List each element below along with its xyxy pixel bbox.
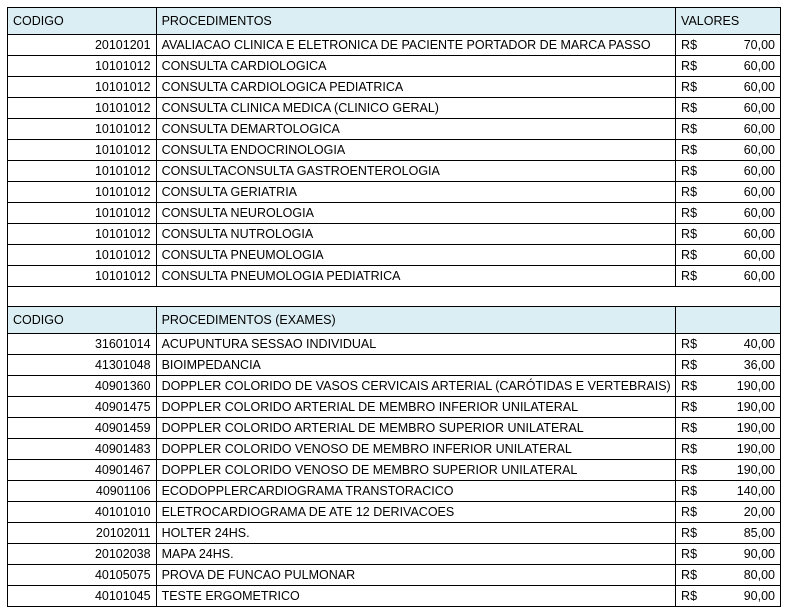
row-valor: 60,00 <box>743 164 775 178</box>
row-valor-cell <box>676 502 781 523</box>
row-procedimento: CONSULTA CARDIOLOGICA <box>156 56 675 77</box>
row-moeda: R$ <box>681 442 698 456</box>
table-row <box>8 355 781 376</box>
row-valor: 60,00 <box>743 227 775 241</box>
row-valor: 60,00 <box>743 143 775 157</box>
row-valor-cell <box>676 224 781 245</box>
row-valor-cell <box>676 98 781 119</box>
row-procedimento: BIOIMPEDANCIA <box>156 355 675 376</box>
row-valor-cell <box>676 355 781 376</box>
row-procedimento: CONSULTA GERIATRIA <box>156 182 675 203</box>
row-moeda: R$ <box>681 164 698 178</box>
table-row <box>8 502 781 523</box>
row-codigo: 40901467 <box>8 460 157 481</box>
row-codigo: 10101012 <box>8 266 157 287</box>
row-valor: 190,00 <box>736 442 775 456</box>
row-valor: 80,00 <box>743 568 775 582</box>
table-row <box>8 98 781 119</box>
row-procedimento: CONSULTACONSULTA GASTROENTEROLOGIA <box>156 161 675 182</box>
row-valor-cell <box>676 376 781 397</box>
row-valor-cell <box>676 586 781 607</box>
table-row <box>8 35 781 56</box>
row-valor-cell <box>676 418 781 439</box>
row-valor-cell <box>676 266 781 287</box>
row-procedimento: ACUPUNTURA SESSAO INDIVIDUAL <box>156 334 675 355</box>
row-codigo: 10101012 <box>8 140 157 161</box>
row-moeda: R$ <box>681 206 698 220</box>
row-procedimento: AVALIACAO CLINICA E ELETRONICA DE PACIENTE PORTADOR DE MARCA PASSO <box>156 35 675 56</box>
row-moeda: R$ <box>681 568 698 582</box>
header-valores: VALORES <box>676 8 781 35</box>
row-codigo: 10101012 <box>8 245 157 266</box>
table-row <box>8 224 781 245</box>
row-valor: 60,00 <box>743 185 775 199</box>
row-codigo: 10101012 <box>8 224 157 245</box>
row-codigo: 40901483 <box>8 439 157 460</box>
row-codigo: 20101201 <box>8 35 157 56</box>
row-moeda: R$ <box>681 185 698 199</box>
row-codigo: 10101012 <box>8 77 157 98</box>
row-valor: 40,00 <box>743 337 775 351</box>
row-valor-cell <box>676 544 781 565</box>
row-valor: 90,00 <box>743 547 775 561</box>
row-moeda: R$ <box>681 505 698 519</box>
table-row <box>8 586 781 607</box>
row-codigo: 20102038 <box>8 544 157 565</box>
table-row <box>8 397 781 418</box>
row-valor: 60,00 <box>743 80 775 94</box>
row-valor-cell <box>676 35 781 56</box>
row-moeda: R$ <box>681 421 698 435</box>
row-procedimento: CONSULTA NUTROLOGIA <box>156 224 675 245</box>
row-valor: 60,00 <box>743 206 775 220</box>
row-valor-cell <box>676 439 781 460</box>
table-row <box>8 161 781 182</box>
table-row <box>8 119 781 140</box>
table-row <box>8 245 781 266</box>
row-procedimento: HOLTER 24HS. <box>156 523 675 544</box>
exames-header-row <box>8 307 781 334</box>
row-procedimento: CONSULTA ENDOCRINOLOGIA <box>156 140 675 161</box>
row-valor-cell <box>676 182 781 203</box>
table-row <box>8 418 781 439</box>
row-moeda: R$ <box>681 80 698 94</box>
row-valor: 36,00 <box>743 358 775 372</box>
row-codigo: 40101010 <box>8 502 157 523</box>
row-moeda: R$ <box>681 122 698 136</box>
row-valor-cell <box>676 56 781 77</box>
row-valor: 140,00 <box>736 484 775 498</box>
row-moeda: R$ <box>681 589 698 603</box>
header-codigo: CODIGO <box>8 307 157 334</box>
table-row <box>8 334 781 355</box>
row-procedimento: CONSULTA CARDIOLOGICA PEDIATRICA <box>156 77 675 98</box>
row-codigo: 40901106 <box>8 481 157 502</box>
row-moeda: R$ <box>681 269 698 283</box>
row-valor: 190,00 <box>736 463 775 477</box>
table-row <box>8 544 781 565</box>
table-row <box>8 376 781 397</box>
row-procedimento: CONSULTA NEUROLOGIA <box>156 203 675 224</box>
row-valor-cell <box>676 523 781 544</box>
row-valor: 60,00 <box>743 122 775 136</box>
row-valor-cell <box>676 334 781 355</box>
header-procedimentos: PROCEDIMENTOS <box>156 8 675 35</box>
row-moeda: R$ <box>681 526 698 540</box>
row-codigo: 10101012 <box>8 182 157 203</box>
row-codigo: 41301048 <box>8 355 157 376</box>
row-codigo: 40901360 <box>8 376 157 397</box>
table-row <box>8 140 781 161</box>
row-moeda: R$ <box>681 59 698 73</box>
row-procedimento: PROVA DE FUNCAO PULMONAR <box>156 565 675 586</box>
section-spacer <box>8 287 781 307</box>
row-moeda: R$ <box>681 337 698 351</box>
row-procedimento: DOPPLER COLORIDO ARTERIAL DE MEMBRO INFERIOR UNILATERAL <box>156 397 675 418</box>
row-valor-cell <box>676 161 781 182</box>
header-codigo: CODIGO <box>8 8 157 35</box>
row-codigo: 40105075 <box>8 565 157 586</box>
price-table <box>7 7 781 607</box>
header-valores-empty <box>676 307 781 334</box>
row-codigo: 10101012 <box>8 161 157 182</box>
row-valor-cell <box>676 565 781 586</box>
row-valor: 60,00 <box>743 269 775 283</box>
row-valor: 60,00 <box>743 248 775 262</box>
row-procedimento: DOPPLER COLORIDO VENOSO DE MEMBRO SUPERIOR UNILATERAL <box>156 460 675 481</box>
row-valor-cell <box>676 77 781 98</box>
row-procedimento: CONSULTA CLINICA MEDICA (CLINICO GERAL) <box>156 98 675 119</box>
row-moeda: R$ <box>681 484 698 498</box>
row-codigo: 10101012 <box>8 98 157 119</box>
row-moeda: R$ <box>681 463 698 477</box>
row-procedimento: ECODOPPLERCARDIOGRAMA TRANSTORACICO <box>156 481 675 502</box>
row-procedimento: MAPA 24HS. <box>156 544 675 565</box>
row-procedimento: TESTE ERGOMETRICO <box>156 586 675 607</box>
row-codigo: 10101012 <box>8 203 157 224</box>
row-moeda: R$ <box>681 38 698 52</box>
row-moeda: R$ <box>681 547 698 561</box>
table-row <box>8 565 781 586</box>
row-moeda: R$ <box>681 143 698 157</box>
table-row <box>8 77 781 98</box>
row-valor: 85,00 <box>743 526 775 540</box>
row-moeda: R$ <box>681 227 698 241</box>
row-procedimento: CONSULTA PNEUMOLOGIA <box>156 245 675 266</box>
row-moeda: R$ <box>681 400 698 414</box>
row-moeda: R$ <box>681 358 698 372</box>
row-valor-cell <box>676 245 781 266</box>
row-moeda: R$ <box>681 248 698 262</box>
row-codigo: 40901475 <box>8 397 157 418</box>
spacer-cell <box>8 287 781 307</box>
row-valor: 60,00 <box>743 101 775 115</box>
row-valor-cell <box>676 119 781 140</box>
row-procedimento: CONSULTA DEMARTOLOGICA <box>156 119 675 140</box>
row-valor: 190,00 <box>736 379 775 393</box>
row-codigo: 40101045 <box>8 586 157 607</box>
row-valor: 190,00 <box>736 400 775 414</box>
row-codigo: 10101012 <box>8 119 157 140</box>
row-procedimento: DOPPLER COLORIDO ARTERIAL DE MEMBRO SUPERIOR UNILATERAL <box>156 418 675 439</box>
row-moeda: R$ <box>681 101 698 115</box>
row-valor-cell <box>676 397 781 418</box>
row-valor: 90,00 <box>743 589 775 603</box>
row-codigo: 20102011 <box>8 523 157 544</box>
row-valor-cell <box>676 481 781 502</box>
row-codigo: 10101012 <box>8 56 157 77</box>
table-row <box>8 481 781 502</box>
row-procedimento: ELETROCARDIOGRAMA DE ATE 12 DERIVACOES <box>156 502 675 523</box>
row-valor: 70,00 <box>743 38 775 52</box>
row-valor-cell <box>676 140 781 161</box>
table-row <box>8 182 781 203</box>
row-valor: 190,00 <box>736 421 775 435</box>
table-row <box>8 56 781 77</box>
row-procedimento: CONSULTA PNEUMOLOGIA PEDIATRICA <box>156 266 675 287</box>
row-procedimento: DOPPLER COLORIDO VENOSO DE MEMBRO INFERIOR UNILATERAL <box>156 439 675 460</box>
row-valor-cell <box>676 203 781 224</box>
row-codigo: 31601014 <box>8 334 157 355</box>
header-procedimentos-exames: PROCEDIMENTOS (EXAMES) <box>156 307 675 334</box>
table-row <box>8 460 781 481</box>
row-procedimento: DOPPLER COLORIDO DE VASOS CERVICAIS ARTERIAL (CARÓTIDAS E VERTEBRAIS) <box>156 376 675 397</box>
row-valor-cell <box>676 460 781 481</box>
row-moeda: R$ <box>681 379 698 393</box>
table-row <box>8 203 781 224</box>
row-valor: 60,00 <box>743 59 775 73</box>
consultas-header-row <box>8 8 781 35</box>
row-valor: 20,00 <box>743 505 775 519</box>
table-row <box>8 523 781 544</box>
table-row <box>8 266 781 287</box>
row-codigo: 40901459 <box>8 418 157 439</box>
table-row <box>8 439 781 460</box>
